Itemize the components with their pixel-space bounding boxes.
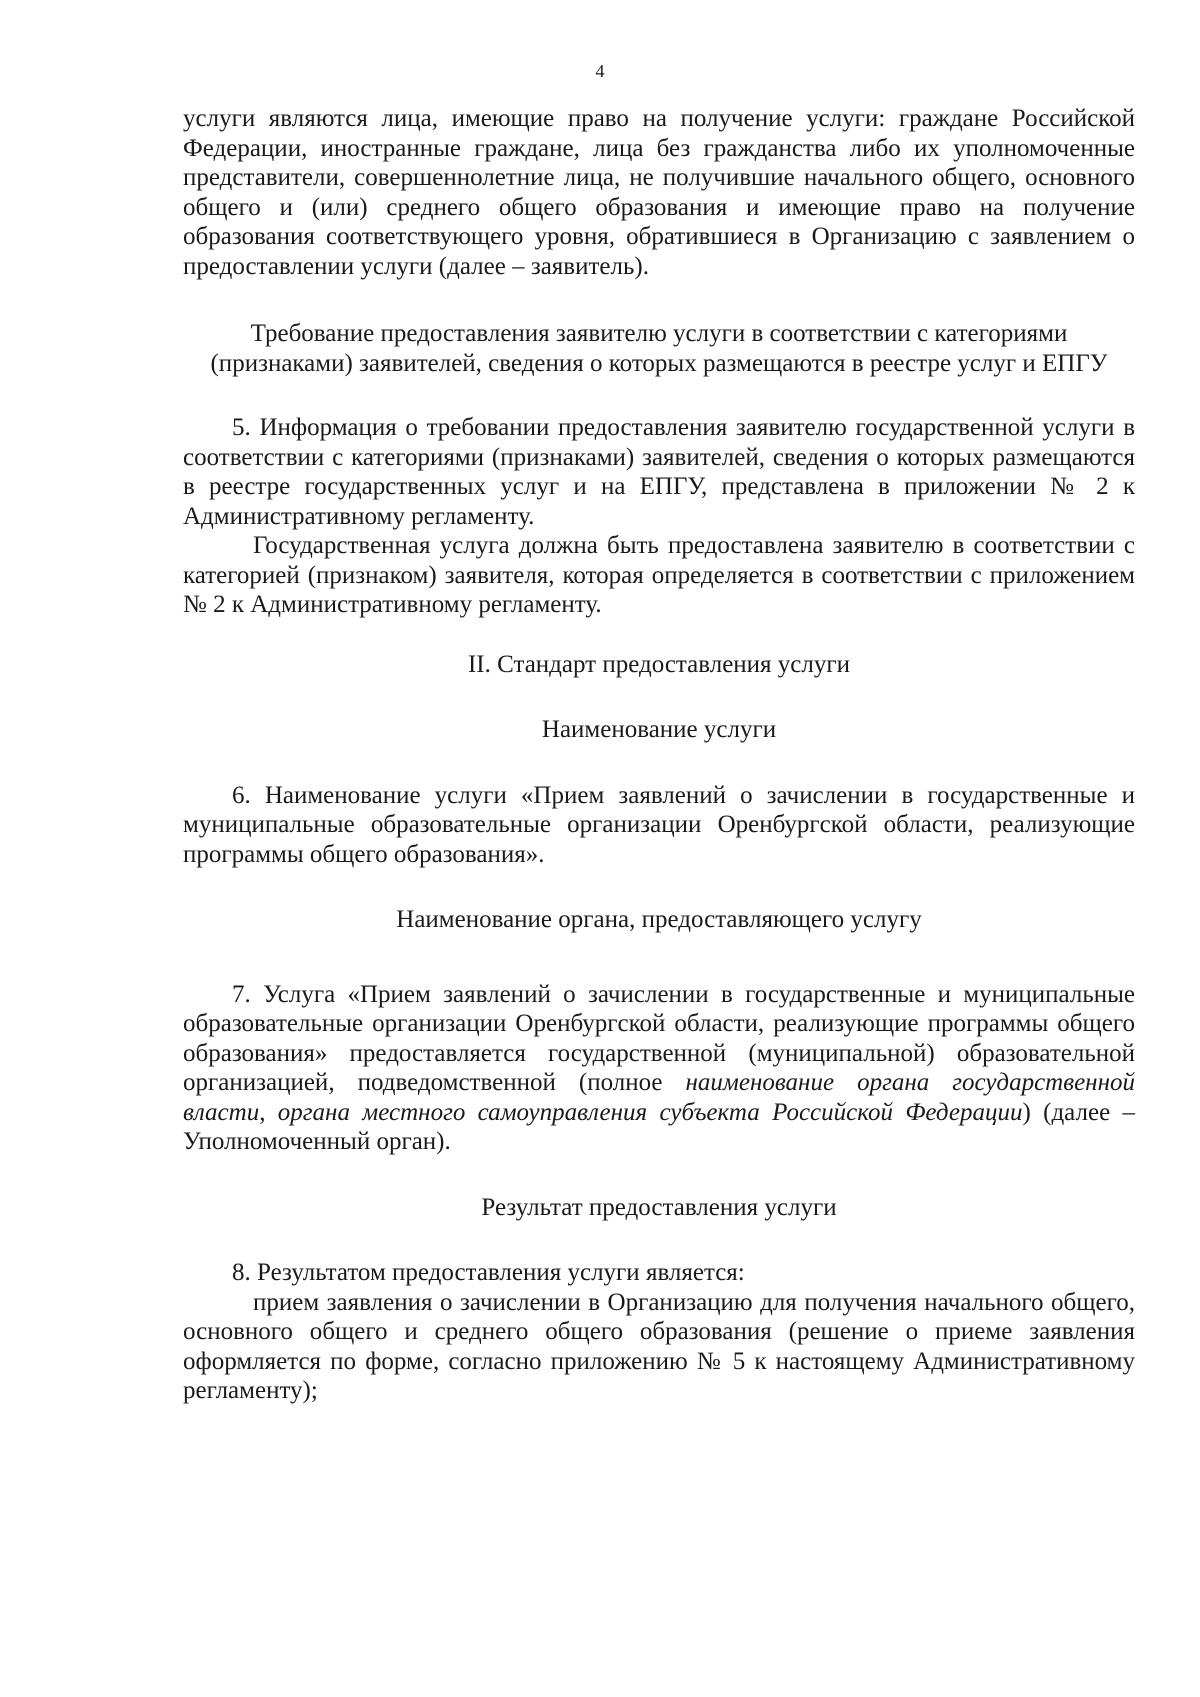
item-7-paragraph: [183, 980, 1135, 1157]
item-6-paragraph: 6. Наименование услуги «Прием заявлений о зачислении в государственные и муниципальные образовательные организации Оренбургской области, реализующие программы общего образования».: [183, 781, 1135, 868]
item-7-text-start: 7. Услуга «Прием заявлений о зачислении в государственные и муниципальные образовательные организации Оренбургской области, реализующие программы общего образования» предоставляется государственной (муниципальной) образовательной организацией, подведомственной (полное: [183, 980, 1135, 1096]
item-7-authority-placeholder: наименование органа государственной власти, органа местного самоуправления субъекта Российской Федерации: [183, 1069, 1135, 1126]
page-number: 4: [595, 61, 605, 81]
heading-authority-name: Наименование органа, предоставляющего услугу: [396, 906, 922, 933]
heading-applicant-requirement: Требование предоставления заявителю услуги в соответствии с категориями (признаками) заявителей, сведения о которых размещаются в реестре услуг и ЕПГУ: [210, 320, 1108, 377]
intro-paragraph: услуги являются лица, имеющие право на получение услуги: граждане Российской Федерации, иностранные граждане, лица без гражданства либо их уполномоченные представители, совершеннолетние лица, не получившие начального общего, основного общего и (или) среднего общего образования и имеющие право на получение образования соответствующего уровня, обратившиеся в Организацию с заявлением о предоставлении услуги (далее – заявитель).: [183, 105, 1135, 280]
item-5-paragraph: 5. Информация о требовании предоставления заявителю государственной услуги в соответствии с категориями (признаками) заявителей, сведения о которых размещаются в реестре государственных услуг и на ЕПГУ, представлена в приложении № 2 к Административному регламенту.: [183, 414, 1135, 530]
document-body: [183, 104, 1135, 1406]
heading-service-name: Наименование услуги: [541, 716, 777, 743]
item-8-detail: прием заявления о зачислении в Организацию для получения начального общего, основного общего и среднего общего образования (решение о приеме заявления оформляется по форме, согласно приложению № 5 к настоящему Административному регламенту);: [183, 1288, 1135, 1404]
item-7-text-end: ) (далее – Уполномоченный орган).: [183, 1098, 1135, 1155]
section-2-title: II. Стандарт предоставления услуги: [467, 650, 851, 678]
heading-service-result: Результат предоставления услуги: [481, 1193, 837, 1221]
item-5-paragraph-2: Государственная услуга должна быть предоставлена заявителю в соответствии с категорией (признаком) заявителя, которая определяется в соответствии с приложением № 2 к Административному регламенту.: [183, 532, 1135, 618]
item-8-lead: 8. Результатом предоставления услуги является:: [232, 1259, 745, 1286]
